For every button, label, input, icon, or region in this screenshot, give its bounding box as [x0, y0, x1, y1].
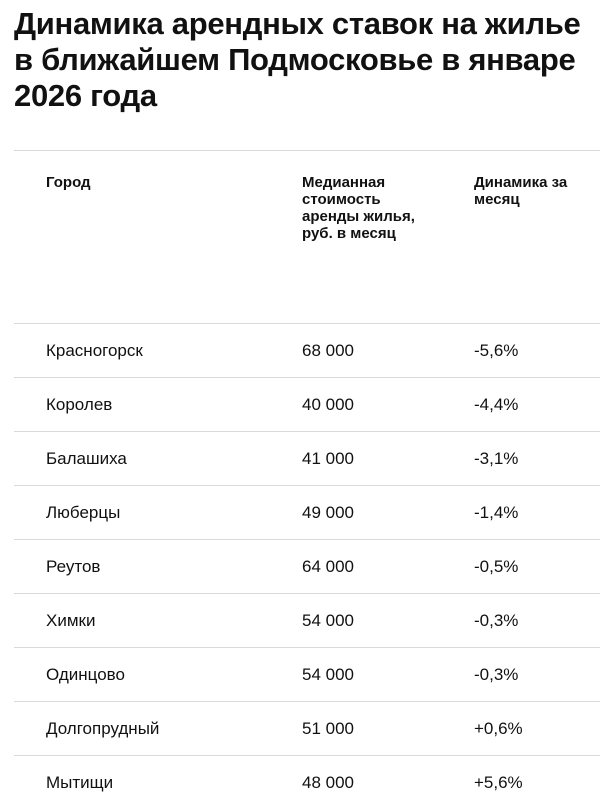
- cell-dynamics: -5,6%: [474, 341, 519, 360]
- cell-city: Мытищи: [46, 773, 114, 792]
- table-row: [14, 702, 600, 756]
- header-price: Медианная стоимость аренды жилья, руб. в месяц: [302, 174, 415, 242]
- cell-price: 48 000: [302, 773, 354, 792]
- cell-price: 51 000: [302, 719, 354, 738]
- table-row: [14, 594, 600, 648]
- table-row: [14, 378, 600, 432]
- cell-city: Балашиха: [46, 449, 127, 468]
- table-row: [14, 540, 600, 594]
- cell-price: 41 000: [302, 449, 354, 468]
- table-row: [14, 432, 600, 486]
- cell-price: 64 000: [302, 557, 354, 576]
- table-row: [14, 486, 600, 540]
- cell-dynamics: -3,1%: [474, 449, 519, 468]
- table-header: [14, 151, 600, 324]
- cell-city: Долгопрудный: [46, 719, 160, 738]
- cell-city: Красногорск: [46, 341, 143, 360]
- cell-price: 54 000: [302, 611, 354, 630]
- cell-city: Реутов: [46, 557, 101, 576]
- cell-price: 49 000: [302, 503, 354, 522]
- cell-dynamics: -0,3%: [474, 611, 519, 630]
- cell-city: Химки: [46, 611, 96, 630]
- cell-dynamics: +0,6%: [474, 719, 523, 738]
- table-row: [14, 648, 600, 702]
- header-city: Город: [46, 174, 91, 191]
- cell-price: 68 000: [302, 341, 354, 360]
- cell-dynamics: -0,3%: [474, 665, 519, 684]
- cell-city: Люберцы: [46, 503, 121, 522]
- table-row: [14, 756, 600, 809]
- cell-dynamics: -4,4%: [474, 395, 519, 414]
- cell-city: Королев: [46, 395, 113, 414]
- rent-table: [14, 150, 600, 809]
- cell-dynamics: -1,4%: [474, 503, 519, 522]
- table-row: [14, 324, 600, 378]
- cell-city: Одинцово: [46, 665, 125, 684]
- cell-dynamics: -0,5%: [474, 557, 519, 576]
- cell-dynamics: +5,6%: [474, 773, 523, 792]
- header-dynamics: Динамика за месяц: [474, 174, 568, 208]
- cell-price: 54 000: [302, 665, 354, 684]
- page-title: Динамика арендных ставок на жилье в ближайшем Подмосковье в январе 2026 года: [14, 6, 581, 113]
- cell-price: 40 000: [302, 395, 354, 414]
